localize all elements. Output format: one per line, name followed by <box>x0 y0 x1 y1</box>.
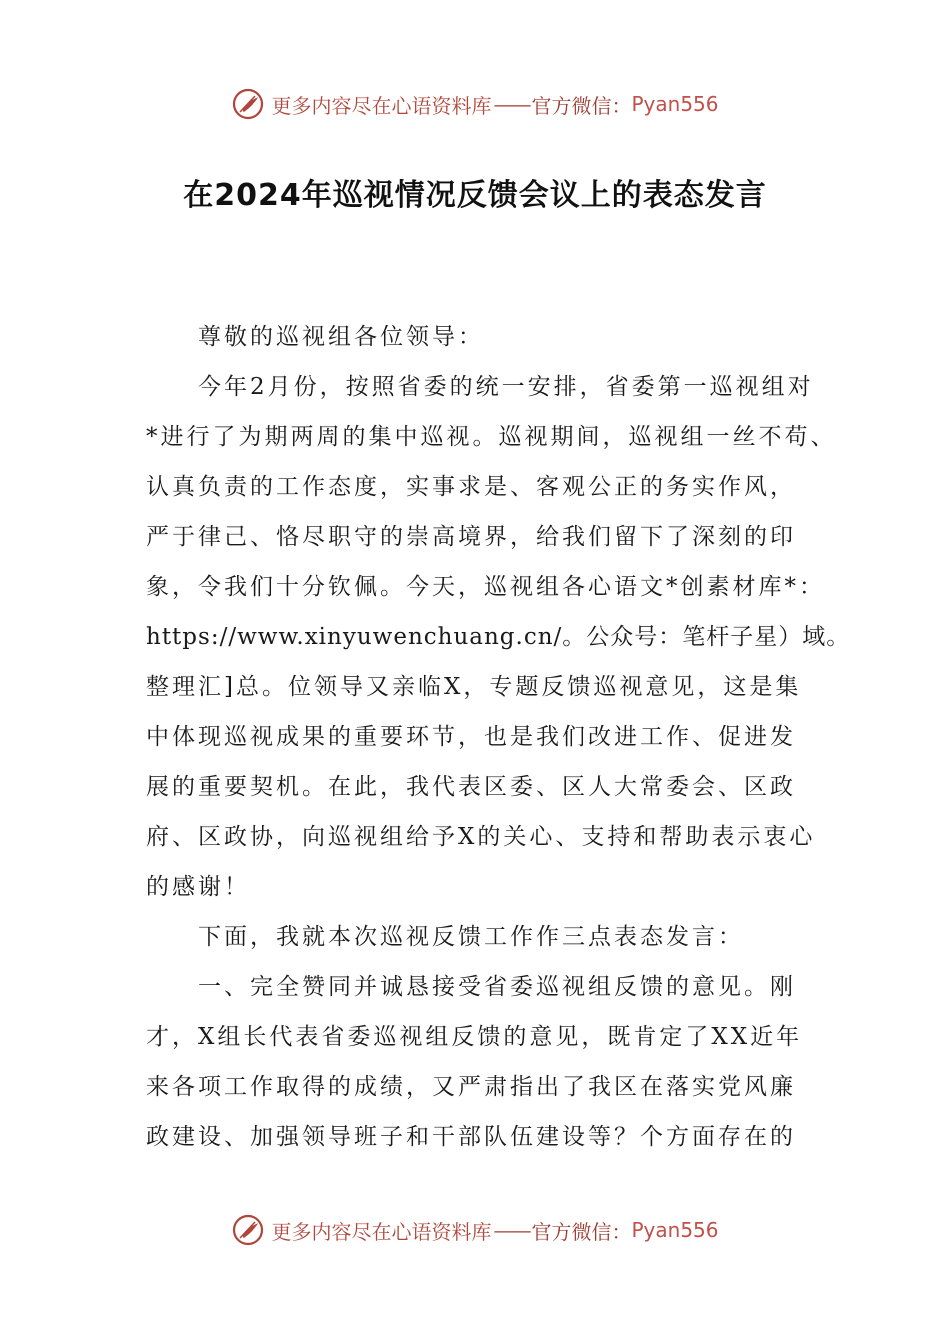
paragraph-line: 中体现巡视成果的重要环节，也是我们改进工作、促进发 <box>146 724 796 750</box>
banner-dash: —— <box>493 92 530 116</box>
paragraph-line: 象，令我们十分钦佩。今天，巡视组各心语文*创素材库*： <box>146 574 825 600</box>
paragraph-line: 今年2月份，按照省委的统一安排，省委第一巡视组对 <box>198 374 814 400</box>
banner-official-label: 官方微信： <box>531 1219 632 1244</box>
paragraph-line: 的感谢！ <box>146 874 250 900</box>
banner-dash: —— <box>493 1218 530 1242</box>
paragraph-line: 府、区政协，向巡视组给予X的关心、支持和帮助表示衷心 <box>146 824 816 850</box>
document-title: 在2024年巡视情况反馈会议上的表态发言 <box>183 178 767 213</box>
quill-logo-icon <box>231 87 265 121</box>
paragraph-line: 整理汇]总。位领导又亲临X，专题反馈巡视意见，这是集 <box>146 674 802 700</box>
banner-wechat-id: Pyan556 <box>631 92 719 116</box>
header-banner <box>0 84 950 124</box>
paragraph-line: *进行了为期两周的集中巡视。巡视期间，巡视组一丝不苟、 <box>146 424 837 450</box>
quill-logo-icon <box>231 1213 265 1247</box>
banner-official-label: 官方微信： <box>531 93 632 118</box>
banner-brand: 更多内容尽在心语资料库 <box>271 93 492 118</box>
footer-banner <box>0 1210 950 1250</box>
paragraph-line: 来各项工作取得的成绩，又严肃指出了我区在落实党风廉 <box>146 1074 796 1100</box>
document-body <box>146 312 851 1162</box>
banner-wechat-id: Pyan556 <box>631 1218 719 1242</box>
paragraph-line: 严于律己、恪尽职守的崇高境界，给我们留下了深刻的印 <box>146 524 796 550</box>
paragraph-line: 才，X组长代表省委巡视组反馈的意见，既肯定了XX近年 <box>146 1024 803 1050</box>
paragraph-line: 一、完全赞同并诚恳接受省委巡视组反馈的意见。刚 <box>198 974 796 1000</box>
banner-brand: 更多内容尽在心语资料库 <box>271 1219 492 1244</box>
paragraph-line: 展的重要契机。在此，我代表区委、区人大常委会、区政 <box>146 774 796 800</box>
salutation-line: 尊敬的巡视组各位领导： <box>198 324 484 350</box>
paragraph-line: https://www.xinyuwenchuang.cn/。公众号：笔杆子星）域。 <box>146 624 851 650</box>
paragraph-line: 政建设、加强领导班子和干部队伍建设等？个方面存在的 <box>146 1124 796 1150</box>
paragraph-line: 下面，我就本次巡视反馈工作作三点表态发言： <box>198 924 744 950</box>
paragraph-line: 认真负责的工作态度，实事求是、客观公正的务实作风， <box>146 474 796 500</box>
